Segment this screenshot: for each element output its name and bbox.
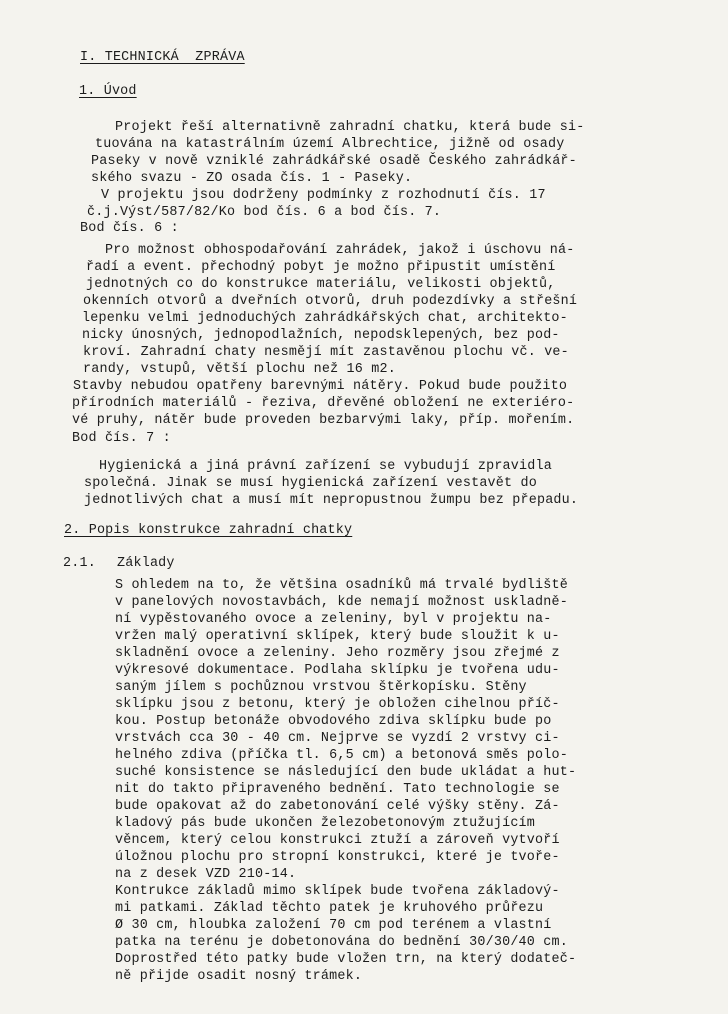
- text-line: patka na terénu je dobetonována do bednění 30/30/40 cm.: [115, 935, 568, 950]
- text-line: helného zdiva (příčka tl. 6,5 cm) a betonová směs polo-: [115, 748, 568, 763]
- text-line: kladový pás bude ukončen železobetonovým ztužujícím: [115, 816, 536, 831]
- text-line: kou. Postup betonáže obvodového zdiva sklípku bude po: [115, 714, 552, 729]
- text-line: okenních otvorů a dveřních otvorů, druh podezdívky a střešní: [83, 294, 578, 309]
- text-line: úložnou plochu pro stropní konstrukci, které je tvoře-: [115, 850, 560, 865]
- bod-6-label: Bod čís. 6 :: [80, 221, 179, 236]
- text-line: sklípku jsou z betonu, který je obložen cihelnou příč-: [115, 697, 560, 712]
- heading-uvod: 1. Úvod: [79, 84, 137, 99]
- bod-7-label: Bod čís. 7 :: [72, 431, 171, 446]
- text-line: vé pruhy, nátěr bude proveden bezbarvými laky, příp. mořením.: [72, 413, 575, 428]
- text-line: mi patkami. Základ těchto patek je kruhového průřezu: [115, 901, 544, 916]
- text-line: kroví. Zahradní chaty nesmějí mít zastavěnou plochu vč. ve-: [83, 345, 569, 360]
- text-line: suché konsistence se následující den bude ukládat a hut-: [115, 765, 577, 780]
- text-line: Stavby nebudou opatřeny barevnými nátěry. Pokud bude použito: [73, 379, 568, 394]
- text-line: Kontrukce základů mimo sklípek bude tvořena základový-: [115, 884, 560, 899]
- text-line: nicky únosných, jednopodlažních, nepodsklepených, bez pod-: [82, 328, 560, 343]
- text-line: S ohledem na to, že většina osadníků má trvalé bydliště: [115, 578, 568, 593]
- text-line: na z desek VZD 210-14.: [115, 867, 297, 882]
- text-line: Doprostřed této patky bude vložen trn, na který dodateč-: [115, 952, 577, 967]
- text-line: Paseky v nově vzniklé zahrádkářské osadě Českého zahrádkář-: [91, 154, 577, 169]
- text-line: bude opakovat až do zabetonování celé výšky stěny. Zá-: [115, 799, 560, 814]
- text-line: ní vypěstovaného ovoce a zeleniny, byl v projektu na-: [115, 612, 552, 627]
- heading-popis-konstrukce: 2. Popis konstrukce zahradní chatky: [64, 523, 353, 538]
- subsection-number: 2.1.: [63, 556, 96, 571]
- text-line: věncem, který celou konstrukci ztuží a zároveň vytvoří: [115, 833, 560, 848]
- text-line: vrstvách cca 30 - 40 cm. Nejprve se vyzdí 2 vrstvy ci-: [115, 731, 560, 746]
- heading-technicka-zprava: I. TECHNICKÁ ZPRÁVA: [80, 50, 245, 65]
- text-line: společná. Jinak se musí hygienická zařízení vestavět do: [84, 476, 537, 491]
- text-line: tuována na katastrálním území Albrechtice, jižně od osady: [95, 137, 565, 152]
- text-line: ského svazu - ZO osada čís. 1 - Paseky.: [91, 171, 413, 186]
- text-line: vržen malý operativní sklípek, který bude sloužit k u-: [115, 629, 560, 644]
- text-line: výkresové dokumentace. Podlaha sklípku je tvořena udu-: [115, 663, 560, 678]
- text-line: V projektu jsou dodrženy podmínky z rozhodnutí čís. 17: [101, 188, 546, 203]
- text-line: Ø 30 cm, hloubka založení 70 cm pod terénem a vlastní: [115, 918, 552, 933]
- text-line: randy, vstupů, větší plochu než 16 m2.: [83, 362, 396, 377]
- text-line: lepenku velmi jednoduchých zahrádkářských chat, architekto-: [82, 311, 568, 326]
- text-line: Hygienická a jiná právní zařízení se vybudují zpravidla: [99, 459, 552, 474]
- text-line: jednotlivých chat a musí mít nepropustnou žumpu bez přepadu.: [84, 493, 579, 508]
- text-line: saným jílem s pochůznou vrstvou štěrkopísku. Stěny: [115, 680, 527, 695]
- text-line: Projekt řeší alternativně zahradní chatku, která bude si-: [115, 120, 585, 135]
- text-line: jednotných co do konstrukce materiálu, velikosti objektů,: [86, 277, 556, 292]
- text-line: Pro možnost obhospodařování zahrádek, jakož i úschovu ná-: [105, 243, 575, 258]
- text-line: řadí a event. přechodný pobyt je možno připustit umístění: [86, 260, 556, 275]
- text-line: č.j.Výst/587/82/Ko bod čís. 6 a bod čís. 7.: [87, 205, 442, 220]
- text-line: skladnění ovoce a zeleniny. Jeho rozměry jsou zřejmé z: [115, 646, 560, 661]
- text-line: ně přijde osadit nosný trámek.: [115, 969, 363, 984]
- subsection-title: Základy: [117, 556, 175, 571]
- text-line: přírodních materiálů - řeziva, dřevěné obložení ne exteriéro-: [72, 396, 575, 411]
- text-line: nit do takto připraveného bednění. Tato technologie se: [115, 782, 560, 797]
- text-line: v panelových novostavbách, kde nemají možnost uskladně-: [115, 595, 568, 610]
